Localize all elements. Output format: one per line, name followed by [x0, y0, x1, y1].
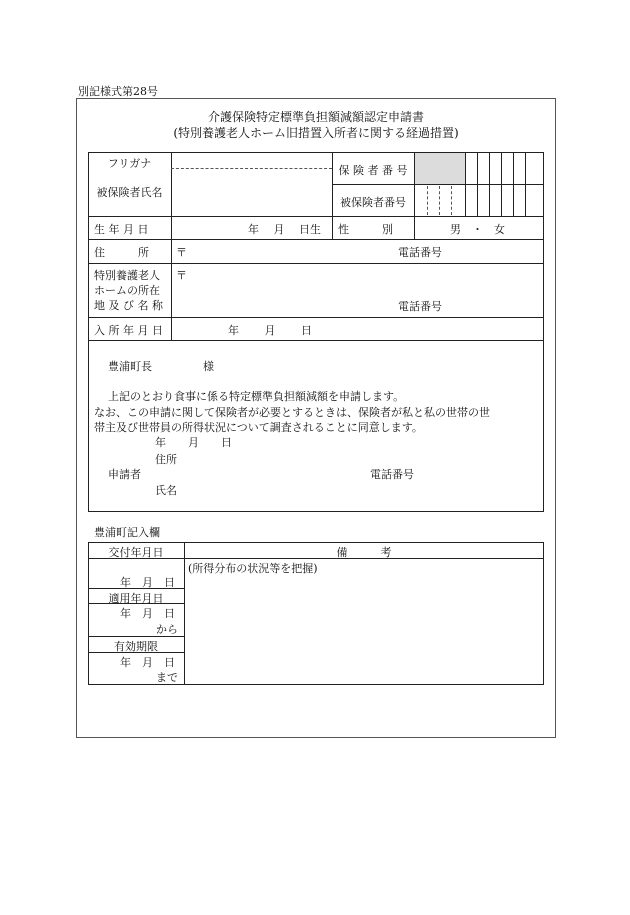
issue-date-label: 交付年月日	[108, 546, 164, 559]
admission-date-label: 入 所 年 月 日	[94, 324, 163, 337]
declaration-line1: 上記のとおり食事に係る特定標準負担額減額を申請します。	[108, 390, 405, 403]
insured-name-label: 被保険者氏名	[96, 186, 163, 199]
applicant-address-label: 住所	[155, 453, 177, 466]
declaration-line2: なお、この申請に関して保険者が必要とするときは、保険者が私と私の世帯の世	[94, 406, 490, 419]
validity-date-value[interactable]: 年 月 日	[120, 656, 175, 669]
insured-name-field[interactable]	[172, 170, 331, 215]
insurer-number-shaded-cell	[415, 153, 465, 184]
addressee: 豊浦町長	[108, 360, 152, 373]
phone-label: 電話番号	[398, 246, 442, 259]
furigana-field[interactable]	[172, 153, 331, 167]
admission-date-format[interactable]: 年 月 日	[228, 324, 312, 337]
birthdate-format[interactable]: 年 月 日生	[248, 223, 321, 236]
insured-number-label: 被保険者番号	[340, 196, 406, 209]
until-label: まで	[156, 671, 178, 684]
furigana-label: フリガナ	[107, 157, 152, 170]
remarks-note: (所得分布の状況等を把握)	[188, 562, 318, 575]
facility-label-line3: 地 及 び 名 称	[94, 299, 163, 312]
facility-postal-mark: 〒	[176, 269, 187, 282]
remarks-label: 備 考	[336, 546, 392, 559]
form-subtitle: (特別養護老人ホーム旧措置入所者に関する経過措置)	[173, 126, 459, 140]
sex-label: 性 別	[338, 223, 393, 236]
applicant-name-label: 氏名	[155, 484, 177, 497]
facility-label-line2: ホームの所在	[94, 284, 160, 297]
facility-label-line1: 特別養護老人	[94, 269, 160, 282]
sex-options[interactable]: 男 ・ 女	[450, 223, 505, 236]
postal-mark: 〒	[176, 246, 187, 259]
office-section-title: 豊浦町記入欄	[94, 526, 160, 539]
issue-date-value[interactable]: 年 月 日	[120, 576, 175, 589]
from-label: から	[156, 623, 178, 636]
birthdate-label: 生 年 月 日	[94, 223, 149, 236]
declaration-date[interactable]: 年 月 日	[155, 436, 232, 449]
validity-label: 有効期限	[114, 640, 158, 653]
applicant-label: 申請者	[108, 468, 141, 481]
applicable-date-value[interactable]: 年 月 日	[120, 607, 175, 620]
form-title: 介護保険特定標準負担額減額認定申請書	[207, 110, 424, 124]
applicable-date-label: 適用年月日	[108, 592, 164, 605]
form-number: 別記様式第28号	[78, 85, 158, 98]
address-label: 住 所	[94, 246, 149, 259]
honorific: 様	[203, 360, 214, 373]
declaration-line3: 帯主及び世帯員の所得状況について調査されることに同意します。	[94, 421, 423, 434]
applicant-phone-label: 電話番号	[370, 468, 414, 481]
insurer-number-label: 保 険 者 番 号	[338, 164, 408, 177]
facility-phone-label: 電話番号	[398, 300, 442, 313]
